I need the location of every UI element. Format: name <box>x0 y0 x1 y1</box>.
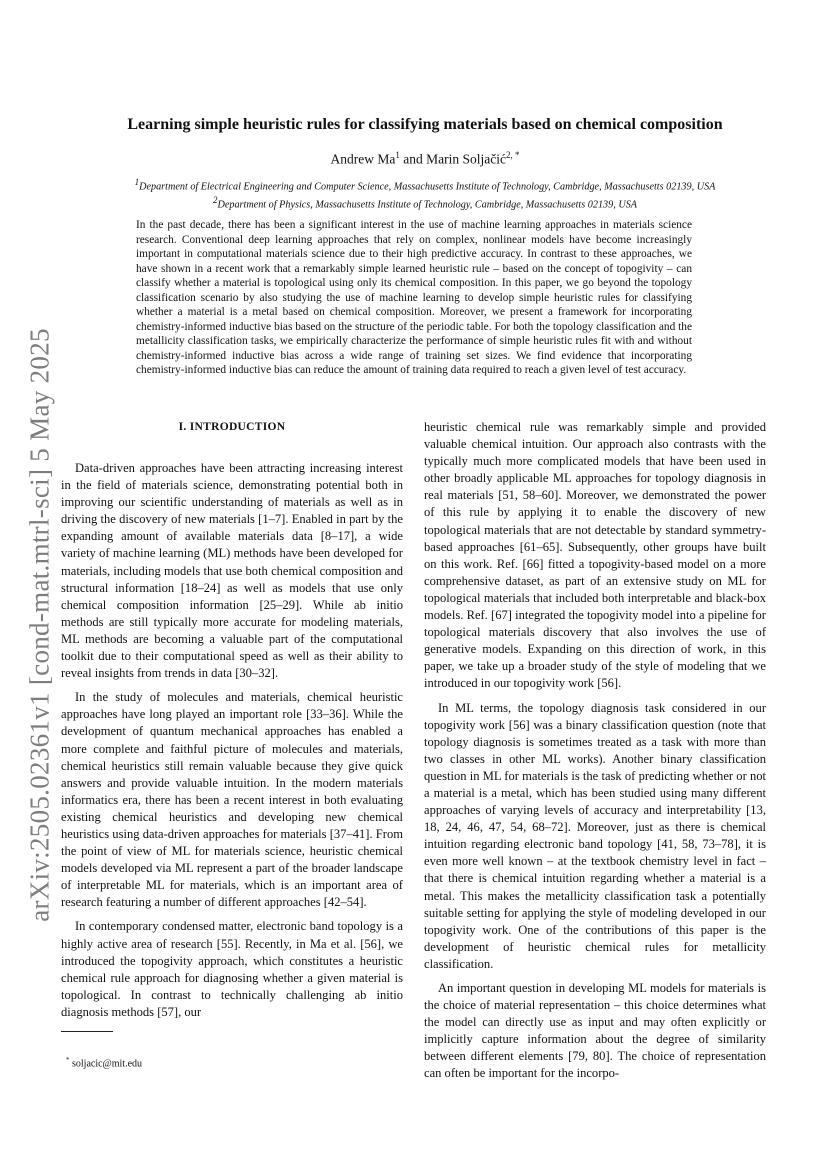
footnote-divider <box>61 1031 113 1032</box>
author-email: soljacic@mit.edu <box>72 1058 143 1070</box>
paragraph: An important question in developing ML models for materials is the choice of material representation – this choice determines what the model can directly use as input and may often explicitly or implicitly capture information about the degree of similarity between different elements [79, 80]. The choice of representation can often be important for the incorpo- <box>424 981 766 1081</box>
affiliation-mark: 2, * <box>505 150 520 160</box>
affiliation-text: Department of Electrical Engineering and Computer Science, Massachusetts Institute of Technology, Cambridge, Massachusetts 02139, USA <box>139 181 716 193</box>
author-conjunction: and <box>399 151 427 167</box>
author-list <box>80 150 770 168</box>
paragraph: In the study of molecules and materials, chemical heuristic approaches have long played an important role [33–36]. While the development of quantum mechanical approaches has enabled a more complete and faithful picture of molecules and materials, chemical heuristics still remain valuable because they give quick answers and provide valuable intuition. In the modern materials informatics era, there has been a recent interest in both evaluating existing chemical heuristics and developing new chemical heuristics using data-driven approaches for materials [37–41]. From the point of view of ML for materials science, heuristic chemical models developed via ML represent a part of the broader landscape of interpretable ML for materials, which is an important area of research featuring a number of different approaches [42–54]. <box>61 690 403 910</box>
arxiv-identifier: arXiv:2505.02361v1 [cond-mat.mtrl-sci] 5 May 2025 <box>24 328 55 922</box>
abstract: In the past decade, there has been a significant interest in the use of machine learning approaches in materials science research. Conventional deep learning approaches that rely on complex, nonlinear models have become increasingly important in computational materials science due to their high predictive accuracy. In contrast to these approaches, we have shown in a recent work that a remarkably simple learned heuristic rule – based on the concept of topogivity – can classify whether a material is topological using only its chemical composition. In this paper, we go beyond the topology classification scenario by also studying the use of machine learning to develop simple heuristic rules for classifying whether a material is a metal based on chemical composition. Moreover, we present a framework for incorporating chemistry-informed inductive bias based on the structure of the periodic table. For both the topology classification and the metallicity classification tasks, we empirically characterize the performance of simple heuristic rules fit with and without chemistry-informed inductive bias across a wide range of training set sizes. We find evidence that incorporating chemistry-informed inductive bias can reduce the amount of training data required to reach a given level of test accuracy. <box>136 219 692 377</box>
right-column <box>424 419 766 1083</box>
affiliation <box>60 177 790 192</box>
author-name: Andrew Ma <box>330 151 396 167</box>
section-heading: I. INTRODUCTION <box>178 421 286 433</box>
affiliation-text: Department of Physics, Massachusetts Institute of Technology, Cambridge, Massachusetts 02139, USA <box>217 199 638 211</box>
affiliation-mark: 2 <box>212 195 218 205</box>
footnote-mark: * <box>66 1056 70 1064</box>
paragraph: In contemporary condensed matter, electronic band topology is a highly active area of research [55]. Recently, in Ma et al. [56], we introduced the topogivity approach, which constitutes a heuristic chemical rule approach for diagnosing whether a given material is topological. In contrast to technically challenging ab initio diagnosis methods [57], our <box>61 919 403 1019</box>
paragraph: In ML terms, the topology diagnosis task considered in our topogivity work [56] was a binary classification question (note that topology diagnosis is sometimes treated as a task with more than two classes in other ML works). Another binary classification question in ML for materials is the task of predicting whether or not a material is a metal, which has been studied using many different approaches of varying levels of accuracy and interpretability [13, 18, 24, 46, 47, 54, 68–72]. Moreover, just as there is chemical intuition regarding electronic band topology [41, 58, 73–78], it is even more well known – at the textbook chemistry level in fact – that there is chemical intuition regarding whether a material is a metal. This makes the metallicity classification task a potentially suitable setting for applying the style of modeling developed in our topogivity work. One of the contributions of this paper is the development of heuristic chemical rules for metallicity classification. <box>424 700 766 971</box>
affiliation-mark: 1 <box>395 150 400 160</box>
footnote <box>66 1056 142 1069</box>
left-column <box>61 460 403 1021</box>
paragraph: Data-driven approaches have been attracting increasing interest in the field of materials science, demonstrating potential both in improving our scientific understanding of materials as well as in driving the discovery of new materials [1–7]. Enabled in part by the expanding amount of available materials data [8–17], a wide variety of machine learning (ML) methods have been developed for materials, including models that use both chemical composition and structural information [18–24] as well as models that use only chemical composition information [25–29]. While ab initio methods are still typically more accurate for modeling materials, ML methods are becoming a valuable part of the computational toolkit due to their computational speed as well as their ability to reveal insights from trends in data [30–32]. <box>61 461 403 681</box>
affiliation <box>60 195 790 210</box>
paper-title: Learning simple heuristic rules for classifying materials based on chemical composition <box>127 116 723 133</box>
author-name: Marin Soljačić <box>426 151 506 167</box>
affiliation-mark: 1 <box>134 177 140 187</box>
paragraph: heuristic chemical rule was remarkably simple and provided valuable chemical intuition. Our approach also contrasts with the typically much more complicated models that have been used in other broadly applicable ML approaches for topology diagnosis in real materials [51, 58–60]. Moreover, we demonstrated the power of this rule by applying it to enable the discovery of new topological materials that are not detectable by standard symmetry-based approaches [61–65]. Subsequently, other groups have built on this work. Ref. [66] fitted a topogivity-based model on a more comprehensive dataset, as part of an extensive study on ML for topological materials that included both interpretable and black-box models. Ref. [67] integrated the topogivity model into a pipeline for topological materials discovery that also involves the use of generative models. Expanding on this direction of work, in this paper, we take up a broader study of the style of modeling that we introduced in our topogivity work [56]. <box>424 420 766 691</box>
